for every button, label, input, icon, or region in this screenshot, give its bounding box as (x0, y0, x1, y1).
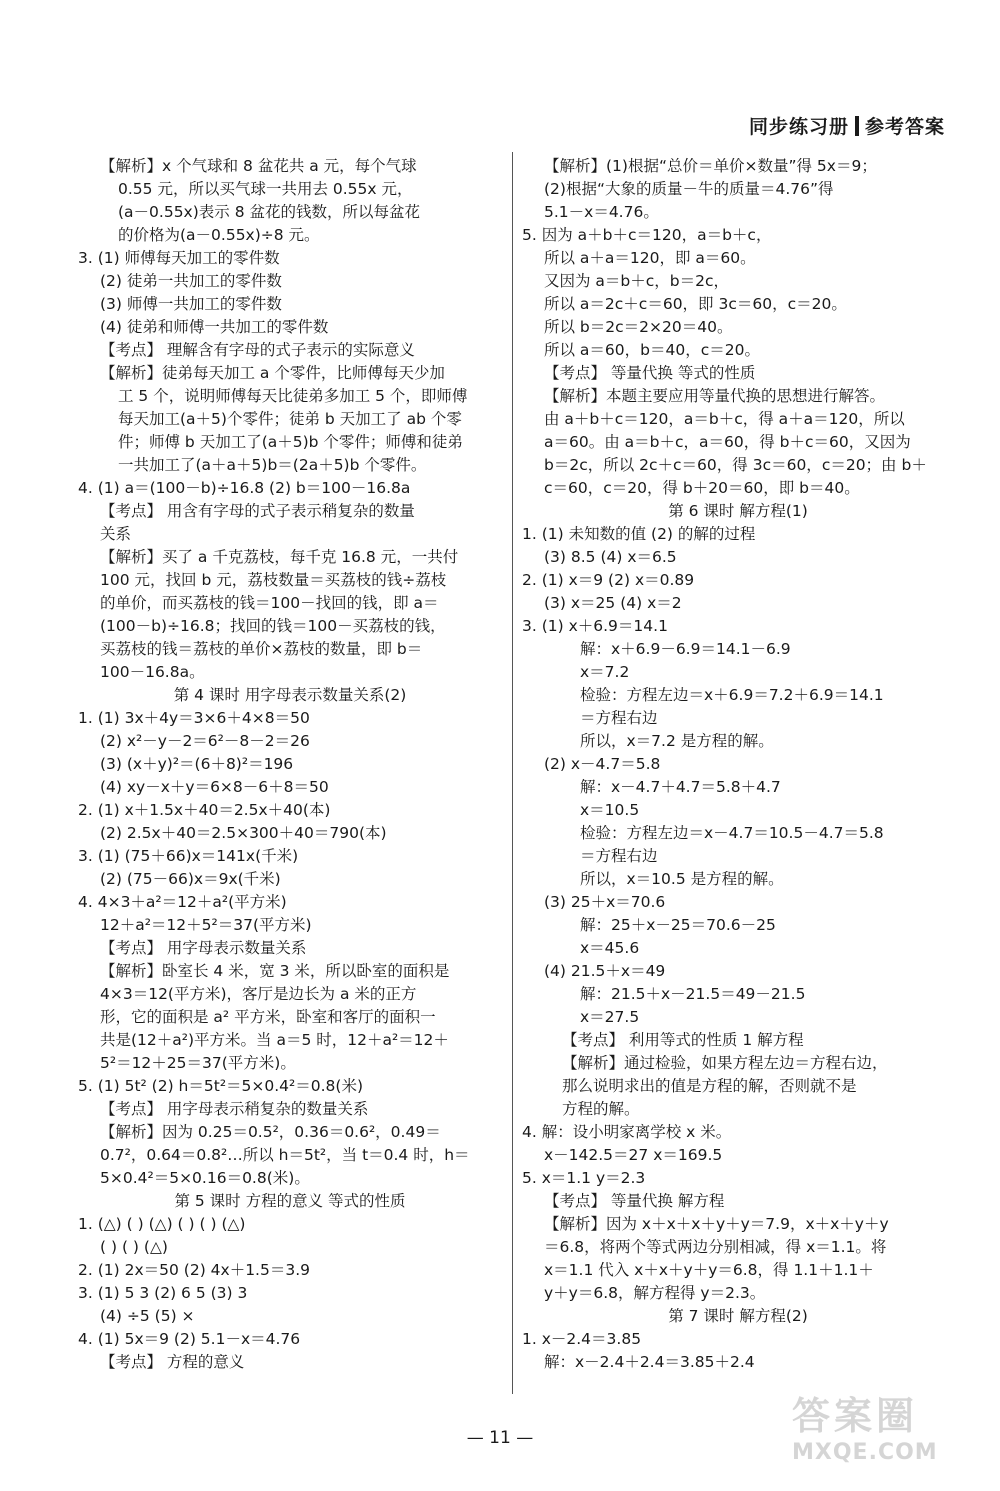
text-line: 4. 解：设小明家离学校 x 米。 (522, 1123, 732, 1141)
text-line: (3) 25＋x＝70.6 (544, 893, 666, 911)
text-line: 【考点】 利用等式的性质 1 解方程 (562, 1031, 804, 1049)
text-line: 检验：方程左边＝x＋6.9＝7.2＋6.9＝14.1 (580, 686, 884, 704)
text-line: 解：x－2.4＋2.4＝3.85＋2.4 (544, 1353, 755, 1371)
text-line: b＝2c，所以 2c＋c＝60，得 3c＝60，c＝20；由 b＋ (544, 456, 927, 474)
text-line: (2) x²－y－2＝6²－8－2＝26 (100, 732, 310, 750)
text-line: x＝1.1 代入 x＋x＋y＋y＝6.8，得 1.1＋1.1＋ (544, 1261, 874, 1279)
text-line: (2) (75－66)x＝9x(千米) (100, 870, 281, 888)
text-line: 工 5 个，说明师傅每天比徒弟多加工 5 个，即师傅 (118, 387, 468, 405)
text-line: 1. (1) 3x＋4y＝3×6＋4×8＝50 (78, 709, 310, 727)
text-line: 解：x－4.7＋4.7＝5.8＋4.7 (580, 778, 781, 796)
text-line: (3) (x＋y)²＝(6＋8)²＝196 (100, 755, 294, 773)
text-line: 【解析】本题主要应用等量代换的思想进行解答。 (544, 387, 886, 405)
text-line: 【考点】 用含有字母的式子表示稍复杂的数量 (100, 502, 415, 520)
watermark-url: MXQE.COM (792, 1440, 938, 1465)
column-divider (512, 152, 513, 1394)
text-line: 4×3＝12(平方米)，客厅是边长为 a 米的正方 (100, 985, 417, 1003)
text-line: 形，它的面积是 a² 平方米，卧室和客厅的面积一 (100, 1008, 436, 1026)
text-line: (3) x＝25 (4) x＝2 (544, 594, 682, 612)
text-line: 5. x＝1.1 y＝2.3 (522, 1169, 646, 1187)
text-line: (3) 8.5 (4) x＝6.5 (544, 548, 677, 566)
text-line: 5²＝12＋25＝37(平方米)。 (100, 1054, 296, 1072)
text-line: 所以，x＝7.2 是方程的解。 (580, 732, 774, 750)
section-heading: 第 4 课时 用字母表示数量关系(2) (173, 686, 407, 704)
text-line: 4. 4×3＋a²＝12＋a²(平方米) (78, 893, 287, 911)
text-line: 解：x＋6.9－6.9＝14.1－6.9 (580, 640, 791, 658)
header-separator (855, 116, 859, 136)
left-column (78, 155, 502, 1374)
text-line: 解：25＋x－25＝70.6－25 (580, 916, 776, 934)
text-line: 1. x－2.4＝3.85 (522, 1330, 642, 1348)
text-line: 【解析】通过检验，如果方程左边＝方程右边， (562, 1054, 888, 1072)
text-line: (4) xy－x＋y＝6×8－6＋8＝50 (100, 778, 329, 796)
text-line: 关系 (100, 525, 132, 543)
text-line: c＝60，c＝20，得 b＋20＝60，即 b＝40。 (544, 479, 860, 497)
text-line: x＝45.6 (580, 939, 640, 957)
section-heading: 第 6 课时 解方程(1) (668, 502, 808, 520)
text-line: 3. (1) x＋6.9＝14.1 (522, 617, 668, 635)
text-line: ＝方程右边 (580, 709, 658, 727)
header-title-answers: 参考答案 (864, 116, 945, 138)
text-line: 4. (1) a＝(100－b)÷16.8 (2) b＝100－16.8a (78, 479, 411, 497)
text-line: 方程的解。 (562, 1100, 640, 1118)
text-line: (2)根据“大象的质量－牛的质量＝4.76”得 (544, 180, 834, 198)
text-line: 【解析】因为 x＋x＋x＋y＋y＝7.9，x＋x＋y＋y (544, 1215, 889, 1233)
text-line: (4) 徒弟和师傅一共加工的零件数 (100, 318, 329, 336)
text-line: 【考点】 理解含有字母的式子表示的实际意义 (100, 341, 415, 359)
text-line: 的单价，而买荔枝的钱＝100－找回的钱，即 a＝ (100, 594, 439, 612)
text-line: 0.55 元，所以买气球一共用去 0.55x 元， (118, 180, 413, 198)
text-line: x－142.5＝27 x＝169.5 (544, 1146, 723, 1164)
text-line: ( ) ( ) (△) (100, 1238, 168, 1256)
watermark-logo (792, 1385, 982, 1481)
text-line: x＝7.2 (580, 663, 630, 681)
text-line: 2. (1) x＝9 (2) x＝0.89 (522, 571, 695, 589)
text-line: (2) 徒弟一共加工的零件数 (100, 272, 282, 290)
text-line: 共是(12＋a²)平方米。当 a＝5 时，12＋a²＝12＋ (100, 1031, 449, 1049)
text-line: (4) 21.5＋x＝49 (544, 962, 666, 980)
text-line: 3. (1) 师傅每天加工的零件数 (78, 249, 280, 267)
text-line: x＝27.5 (580, 1008, 640, 1026)
text-line: 【解析】买了 a 千克荔枝，每千克 16.8 元，一共付 (100, 548, 459, 566)
text-line: 那么说明求出的值是方程的解，否则就不是 (562, 1077, 857, 1095)
text-line: x＝10.5 (580, 801, 640, 819)
text-line: 【考点】 等量代换 解方程 (544, 1192, 725, 1210)
text-line: 【考点】 等量代换 等式的性质 (544, 364, 756, 382)
text-line: 2. (1) 2x＝50 (2) 4x＋1.5＝3.9 (78, 1261, 311, 1279)
text-line: 又因为 a＝b＋c，b＝2c， (544, 272, 730, 290)
text-line: 【解析】x 个气球和 8 盆花共 a 元，每个气球 (100, 157, 417, 175)
section-heading: 第 5 课时 方程的意义 等式的性质 (174, 1192, 406, 1210)
right-column (522, 155, 954, 1374)
text-line: 1. (△) ( ) (△) ( ) ( ) (△) (78, 1215, 246, 1233)
text-line: 检验：方程左边＝x－4.7＝10.5－4.7＝5.8 (580, 824, 884, 842)
text-line: 【解析】因为 0.25＝0.5²，0.36＝0.6²，0.49＝ (100, 1123, 441, 1141)
text-line: ＝6.8，将两个等式两边分别相减，得 x＝1.1。将 (544, 1238, 887, 1256)
text-line: (2) x－4.7＝5.8 (544, 755, 661, 773)
text-line: 100－16.8a。 (100, 663, 205, 681)
text-line: 所以 b＝2c＝2×20＝40。 (544, 318, 733, 336)
page-number: — 11 — (466, 1428, 534, 1448)
text-line: y＋y＝6.8，解方程得 y＝2.3。 (544, 1284, 766, 1302)
text-line: 所以 a＝60，b＝40，c＝20。 (544, 341, 760, 359)
text-line: 3. (1) (75＋66)x＝141x(千米) (78, 847, 299, 865)
text-line: 1. (1) 未知数的值 (2) 的解的过程 (522, 525, 756, 543)
text-line: (3) 师傅一共加工的零件数 (100, 295, 282, 313)
text-line: 所以 a＋a＝120，即 a＝60。 (544, 249, 756, 267)
text-line: 4. (1) 5x＝9 (2) 5.1－x＝4.76 (78, 1330, 301, 1348)
text-line: 0.7²，0.64＝0.8²…所以 h＝5t²，当 t＝0.4 时，h＝ (100, 1146, 470, 1164)
text-line: 100 元，找回 b 元，荔枝数量＝买荔枝的钱÷荔枝 (100, 571, 447, 589)
section-heading: 第 7 课时 解方程(2) (668, 1307, 808, 1325)
text-line: (a－0.55x)表示 8 盆花的钱数，所以每盆花 (118, 203, 420, 221)
text-line: (100－b)÷16.8；找回的钱＝100－买荔枝的钱， (100, 617, 446, 635)
text-line: a＝60。由 a＝b＋c，a＝60，得 b＋c＝60，又因为 (544, 433, 911, 451)
text-line: 的价格为(a－0.55x)÷8 元。 (118, 226, 320, 244)
watermark-text: 答案圈 (792, 1394, 919, 1438)
text-line: 【解析】徒弟每天加工 a 个零件，比师傅每天少加 (100, 364, 445, 382)
text-line: 5×0.4²＝5×0.16＝0.8(米)。 (100, 1169, 310, 1187)
page-header (749, 112, 945, 139)
text-line: 5. (1) 5t² (2) h＝5t²＝5×0.4²＝0.8(米) (78, 1077, 363, 1095)
text-line: 买荔枝的钱＝荔枝的单价×荔枝的数量，即 b＝ (100, 640, 423, 658)
text-line: 5. 因为 a＋b＋c＝120，a＝b＋c， (522, 226, 772, 244)
text-line: 【考点】 用字母表示数量关系 (100, 939, 307, 957)
text-line: (2) 2.5x＋40＝2.5×300＋40＝790(本) (100, 824, 387, 842)
text-line: 2. (1) x＋1.5x＋40＝2.5x＋40(本) (78, 801, 331, 819)
text-line: 由 a＋b＋c＝120，a＝b＋c，得 a＋a＝120，所以 (544, 410, 905, 428)
text-line: ＝方程右边 (580, 847, 658, 865)
text-line: 每天加工(a＋5)个零件；徒弟 b 天加工了 ab 个零 (118, 410, 462, 428)
text-line: 所以 a＝2c＋c＝60，即 3c＝60，c＝20。 (544, 295, 847, 313)
text-line: 一共加工了(a＋a＋5)b＝(2a＋5)b 个零件。 (118, 456, 427, 474)
text-line: 3. (1) 5 3 (2) 6 5 (3) 3 (78, 1284, 248, 1302)
text-line: 【解析】卧室长 4 米，宽 3 米，所以卧室的面积是 (100, 962, 450, 980)
text-line: 解：21.5＋x－21.5＝49－21.5 (580, 985, 806, 1003)
text-line: 12＋a²＝12＋5²＝37(平方米) (100, 916, 312, 934)
text-line: 【考点】 方程的意义 (100, 1353, 245, 1371)
text-line: 所以，x＝10.5 是方程的解。 (580, 870, 784, 888)
header-title-book: 同步练习册 (748, 116, 849, 138)
text-line: 件；师傅 b 天加工了(a＋5)b 个零件；师傅和徒弟 (118, 433, 463, 451)
text-line: 5.1－x＝4.76。 (544, 203, 659, 221)
text-line: 【解析】(1)根据“总价＝单价×数量”得 5x＝9； (544, 157, 877, 175)
text-line: (4) ÷5 (5) × (100, 1307, 195, 1325)
text-line: 【考点】 用字母表示稍复杂的数量关系 (100, 1100, 369, 1118)
